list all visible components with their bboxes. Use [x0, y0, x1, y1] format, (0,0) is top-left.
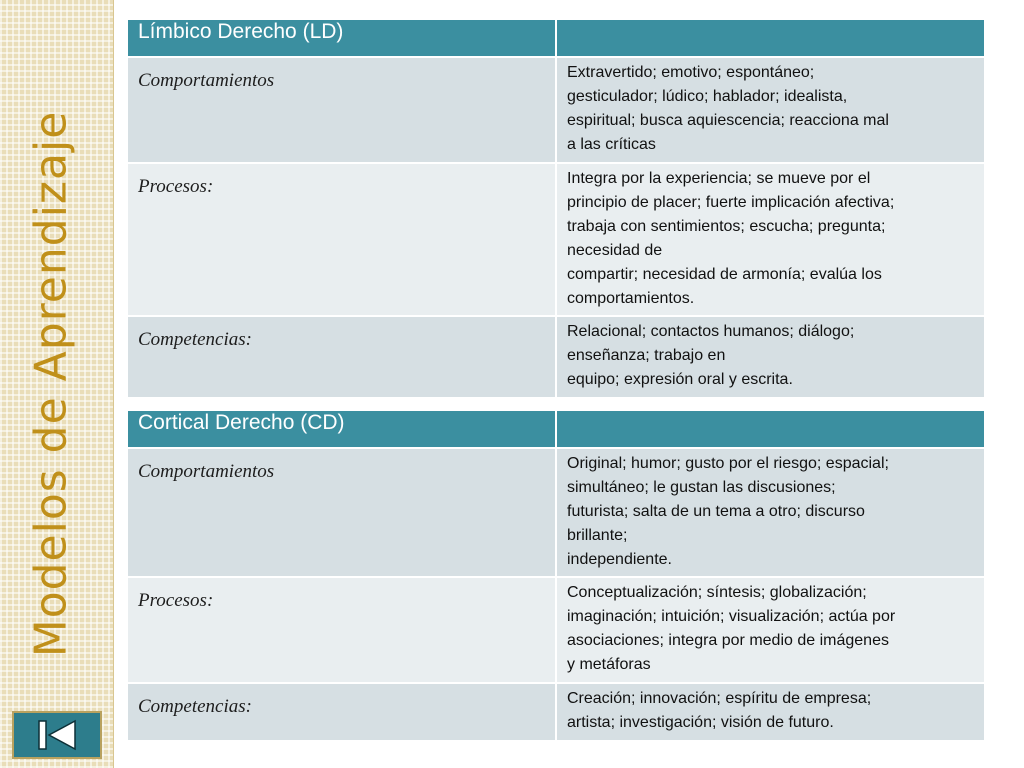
table-title: Límbico Derecho (LD) — [138, 20, 344, 43]
value-line: Creación; innovación; espíritu de empresa; — [567, 690, 872, 707]
value-line: gesticulador; lúdico; hablador; idealista, — [567, 88, 848, 105]
value-line: asociaciones; integra por medio de imágenes — [567, 632, 889, 649]
table-header-empty-cell — [557, 411, 984, 447]
table-header — [128, 411, 984, 447]
row-value — [557, 684, 984, 740]
table-header-cell — [128, 20, 555, 56]
value-line: espiritual; busca aquiescencia; reacciona mal — [567, 112, 889, 129]
table-row — [128, 449, 984, 576]
row-value — [557, 58, 984, 162]
value-line: Conceptualización; síntesis; globalización; — [567, 584, 867, 601]
value-line: compartir; necesidad de armonía; evalúa los — [567, 266, 882, 283]
table-header-cell — [128, 411, 555, 447]
value-line: artista; investigación; visión de futuro. — [567, 714, 834, 731]
row-label: Competencias: — [128, 317, 555, 397]
value-line: brillante; — [567, 527, 628, 544]
value-line: futurista; salta de un tema a otro; discurso — [567, 503, 865, 520]
value-line: enseñanza; trabajo en — [567, 347, 726, 364]
table-title: Cortical Derecho (CD) — [138, 411, 345, 434]
value-line: Original; humor; gusto por el riesgo; espacial; — [567, 455, 889, 472]
row-label: Comportamientos — [128, 58, 555, 162]
value-line: imaginación; intuición; visualización; actúa por — [567, 608, 896, 625]
value-line: Extravertido; emotivo; espontáneo; — [567, 64, 815, 81]
table-row — [128, 58, 984, 162]
table-cortical-derecho — [126, 409, 986, 742]
table-row — [128, 578, 984, 682]
row-value — [557, 317, 984, 397]
row-label: Comportamientos — [128, 449, 555, 576]
first-slide-button[interactable] — [12, 711, 102, 759]
value-line: principio de placer; fuerte implicación afectiva; — [567, 194, 895, 211]
row-value — [557, 578, 984, 682]
slide-title: Modelos de Aprendizaje — [25, 110, 77, 658]
row-value — [557, 164, 984, 315]
value-line: a las críticas — [567, 136, 656, 153]
value-line: comportamientos. — [567, 290, 695, 307]
row-label: Procesos: — [128, 164, 555, 315]
row-value — [557, 449, 984, 576]
value-line: Integra por la experiencia; se mueve por el — [567, 170, 871, 187]
table-limbico-derecho — [126, 18, 986, 399]
value-line: independiente. — [567, 551, 672, 568]
value-line: Relacional; contactos humanos; diálogo; — [567, 323, 855, 340]
table-row — [128, 684, 984, 740]
value-line: necesidad de — [567, 242, 663, 259]
table-header — [128, 20, 984, 56]
value-line: simultáneo; le gustan las discusiones; — [567, 479, 836, 496]
value-line: equipo; expresión oral y escrita. — [567, 371, 793, 388]
value-line: trabaja con sentimientos; escucha; pregunta; — [567, 218, 886, 235]
skip-back-icon — [35, 718, 79, 752]
row-label: Procesos: — [128, 578, 555, 682]
value-line: y metáforas — [567, 656, 651, 673]
table-header-empty-cell — [557, 20, 984, 56]
row-label: Competencias: — [128, 684, 555, 740]
table-row — [128, 164, 984, 315]
table-row — [128, 317, 984, 397]
